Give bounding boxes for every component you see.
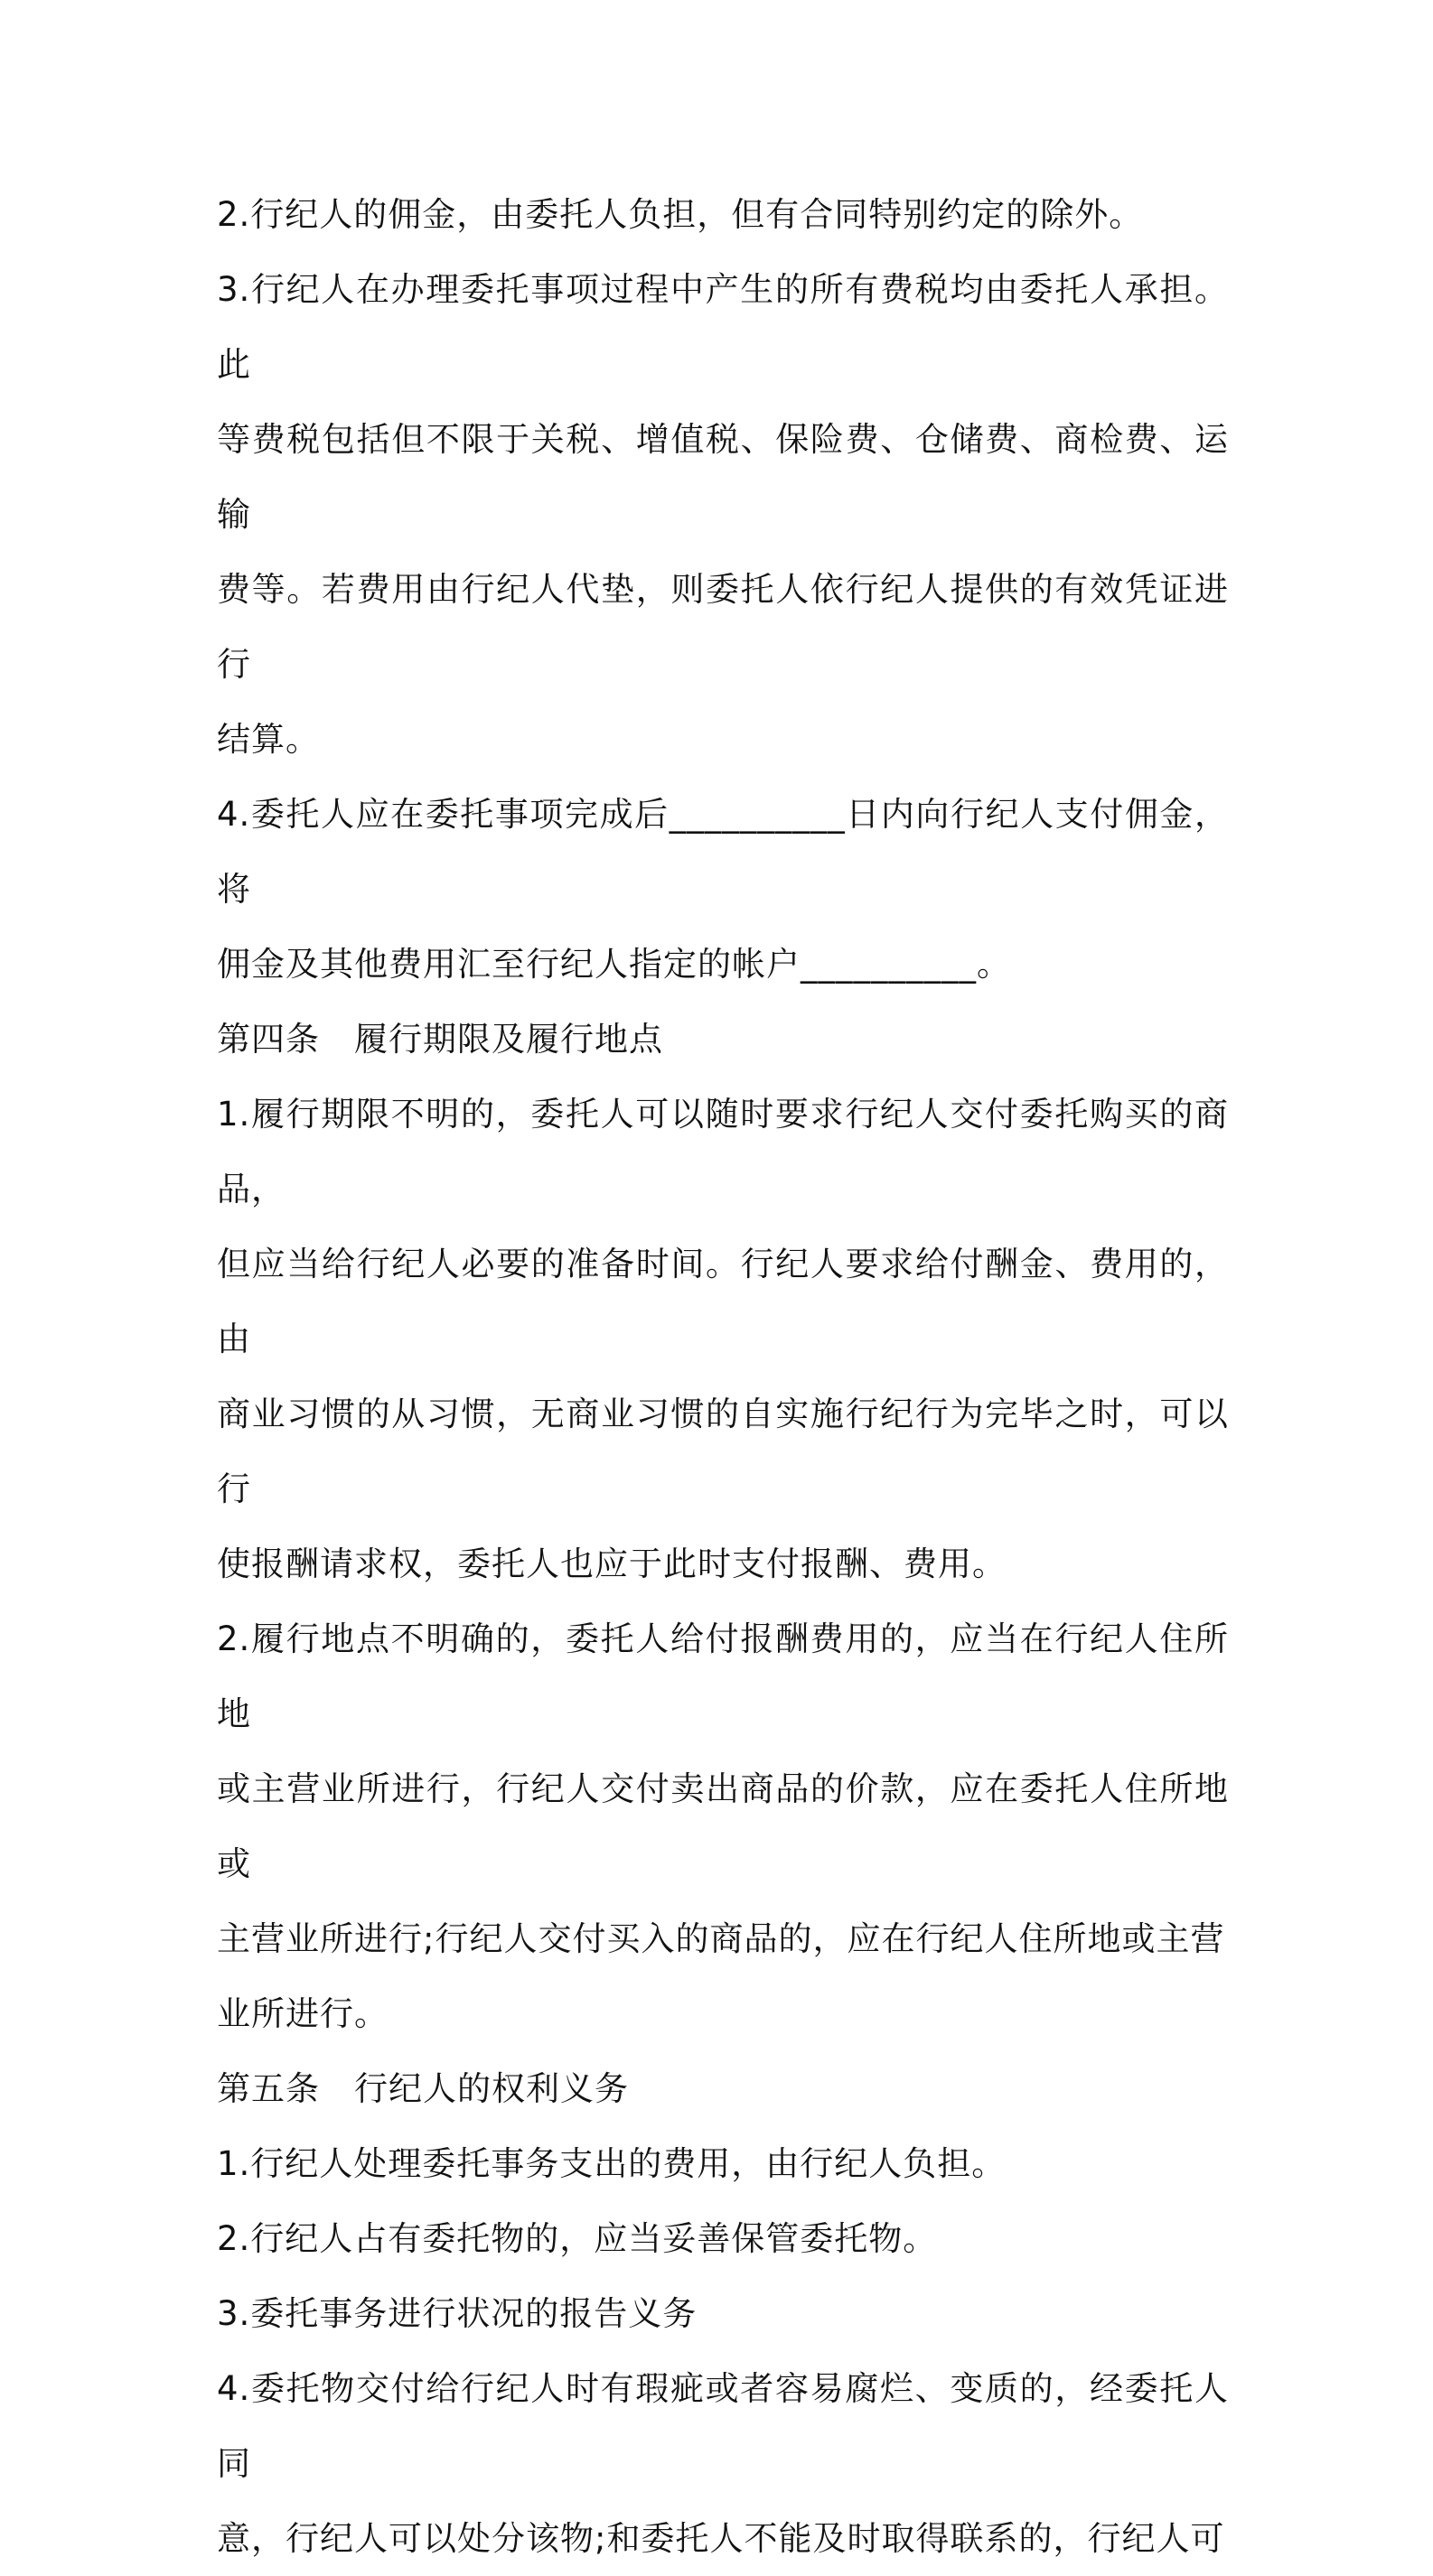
text-line: 1.行纪人处理委托事务支出的费用，由行纪人负担。 [217,2144,1007,2183]
text-line: 3.委托事务进行状况的报告义务 [217,2294,698,2333]
text-line: 使报酬请求权，委托人也应于此时支付报酬、费用。 [217,1545,1007,1583]
text-line: 商业习惯的从习惯，无商业习惯的自实施行纪行为完毕之时，可以行 [217,1395,1229,1508]
text-line: 1.履行期限不明的，委托人可以随时要求行纪人交付委托购买的商品， [217,1095,1229,1209]
text-line: 2.履行地点不明确的，委托人给付报酬费用的，应当在行纪人住所地 [217,1619,1229,1733]
text-line: 费等。若费用由行纪人代垫，则委托人依行纪人提供的有效凭证进行 [217,570,1229,684]
section-heading-article-5: 第五条 行纪人的权利义务 [217,2069,629,2108]
text-line: 4.委托物交付给行纪人时有瑕疵或者容易腐烂、变质的，经委托人同 [217,2369,1229,2483]
text-line: 意，行纪人可以处分该物;和委托人不能及时取得联系的，行纪人可 [217,2519,1225,2558]
text-line: 3.行纪人在办理委托事项过程中产生的所有费税均由委托人承担。此 [217,270,1229,384]
section-heading-article-4: 第四条 履行期限及履行地点 [217,1020,663,1059]
text-line: 4.委托人应在委托事项完成后__________日内向行纪人支付佣金，将 [217,795,1229,909]
text-line: 结算。 [217,720,320,759]
document-body [217,177,1229,2576]
text-line: 等费税包括但不限于关税、增值税、保险费、仓储费、商检费、运输 [217,420,1229,534]
text-line: 佣金及其他费用汇至行纪人指定的帐户__________。 [217,945,1011,984]
text-line: 但应当给行纪人必要的准备时间。行纪人要求给付酬金、费用的，由 [217,1245,1229,1358]
text-line: 2.行纪人的佣金，由委托人负担，但有合同特别约定的除外。 [217,195,1144,234]
text-line: 或主营业所进行，行纪人交付卖出商品的价款，应在委托人住所地或 [217,1769,1229,1883]
text-line: 主营业所进行;行纪人交付买入的商品的，应在行纪人住所地或主营 [217,1919,1225,1958]
text-line: 2.行纪人占有委托物的，应当妥善保管委托物。 [217,2219,938,2258]
text-line: 业所进行。 [217,1994,389,2033]
